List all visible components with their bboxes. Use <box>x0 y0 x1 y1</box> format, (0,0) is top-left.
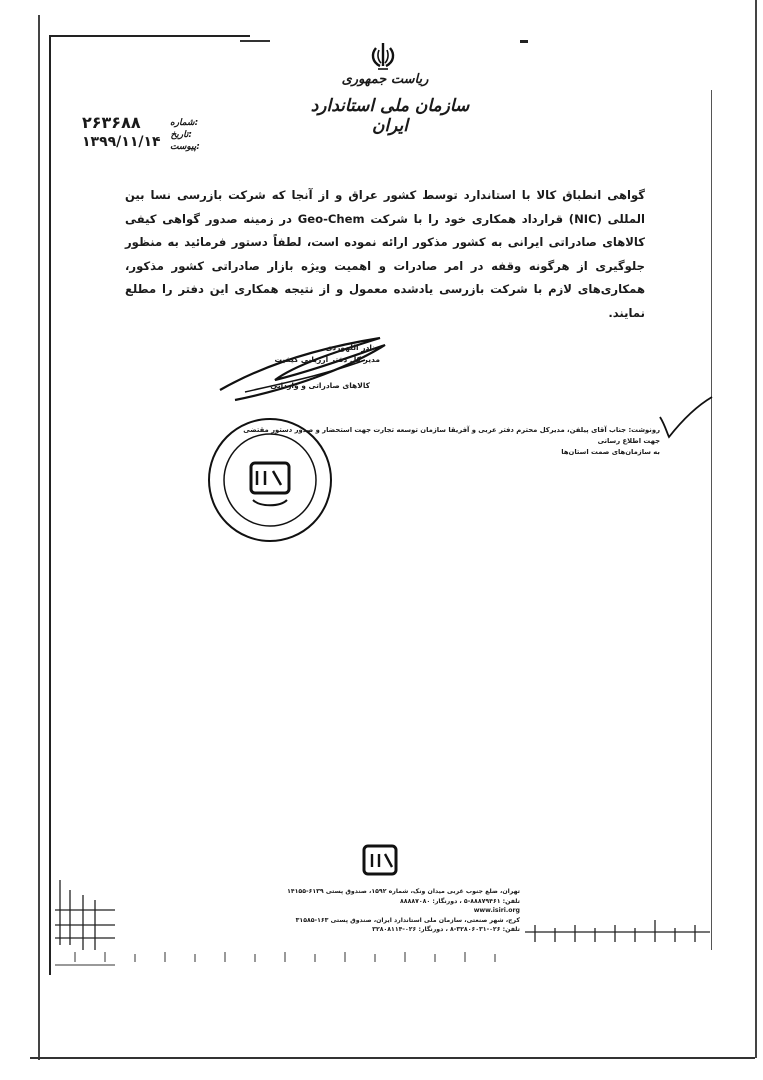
scan-border-right-outer <box>755 0 757 1058</box>
iran-emblem-icon <box>366 40 400 74</box>
signatory-name: نادر اللهوردی <box>325 343 375 352</box>
letter-body: گواهی انطباق کالا با استاندارد توسط کشور عراق و از آنجا که شرکت بازرسی نسا بین المللی (NIC) قرارداد همکاری خود را با شرکت Geo-Chem در زمینه صدور گواهی کیفی کالاهای صادراتی ایرانی به کشور مذکور ارائه نموده است، لطفاً دستور فرمائید به منظور جلوگیری از هرگونه وقفه در امر صادرات و اهمیت ویژه بازار صادراتی کشور مذکور، همکاری‌های لازم با شرکت بازرسی یادشده معمول و از نتیجه همکاری این دفتر را مطلع نمایند. <box>125 188 645 320</box>
scan-border-left-outer <box>38 15 40 1060</box>
scan-border-bottom <box>30 1057 755 1059</box>
reference-block <box>82 113 162 150</box>
cc-line-2: به سازمان‌های صمت استان‌ها <box>561 448 660 456</box>
label-number: شماره: <box>170 118 199 128</box>
organization-heading: سازمان ملی استاندارد ایران <box>310 96 470 136</box>
footer-line-3: www.isiri.org <box>473 907 520 914</box>
label-attachment: پیوست: <box>170 142 200 152</box>
footer-line-1: تهران، ضلع جنوب غربی میدان ونک، شماره ۱۵۹۲، صندوق پستی ۶۱۳۹-۱۴۱۵۵ <box>287 888 520 895</box>
cc-line-1: رونوشت: جناب آقای پیلفن، مدیرکل محترم دفتر عربی و آفریقا سازمان توسعه تجارت جهت استحضار و صدور دستور مقتضی جهت اطلاع رسانی <box>243 426 660 445</box>
signatory-title: مدیر کل دفتر ارزیابی کیفیت <box>274 355 380 364</box>
scan-border-mark <box>240 40 270 42</box>
checkmark-icon <box>655 395 715 440</box>
scan-border-left <box>49 35 51 975</box>
signatory-department: کالاهای صادراتی و وارداتی <box>270 381 370 390</box>
scan-speck <box>520 40 528 43</box>
signature-scribble <box>215 330 395 410</box>
scan-tick-marks <box>55 870 715 980</box>
reference-labels <box>170 117 200 153</box>
presidency-heading: ریاست جمهوری <box>341 72 429 87</box>
footer-line-2: تلفن: ۸۸۸۷۹۴۶۱-۵ ، دورنگار: ۸۸۸۸۷۰۸۰ <box>400 897 520 905</box>
scan-border-top <box>50 35 250 37</box>
official-seal <box>205 415 335 545</box>
footer-line-5: تلفن: ۰۲۶-۳۲۸۰۶۰۳۱-۸ ، دورنگار: ۰۲۶-۳۲۸۰۸۱۱۴ <box>372 926 520 933</box>
reference-number: ۲۶۳۶۸۸ <box>82 113 141 132</box>
reference-date: ۱۳۹۹/۱۱/۱۴ <box>82 134 161 150</box>
footer-line-4: کرج، شهر صنعتی، سازمان ملی استاندارد ایران، صندوق پستی ۱۶۳-۳۱۵۸۵ <box>295 916 520 924</box>
label-date: تاریخ: <box>170 130 192 140</box>
scan-border-right <box>711 90 712 950</box>
